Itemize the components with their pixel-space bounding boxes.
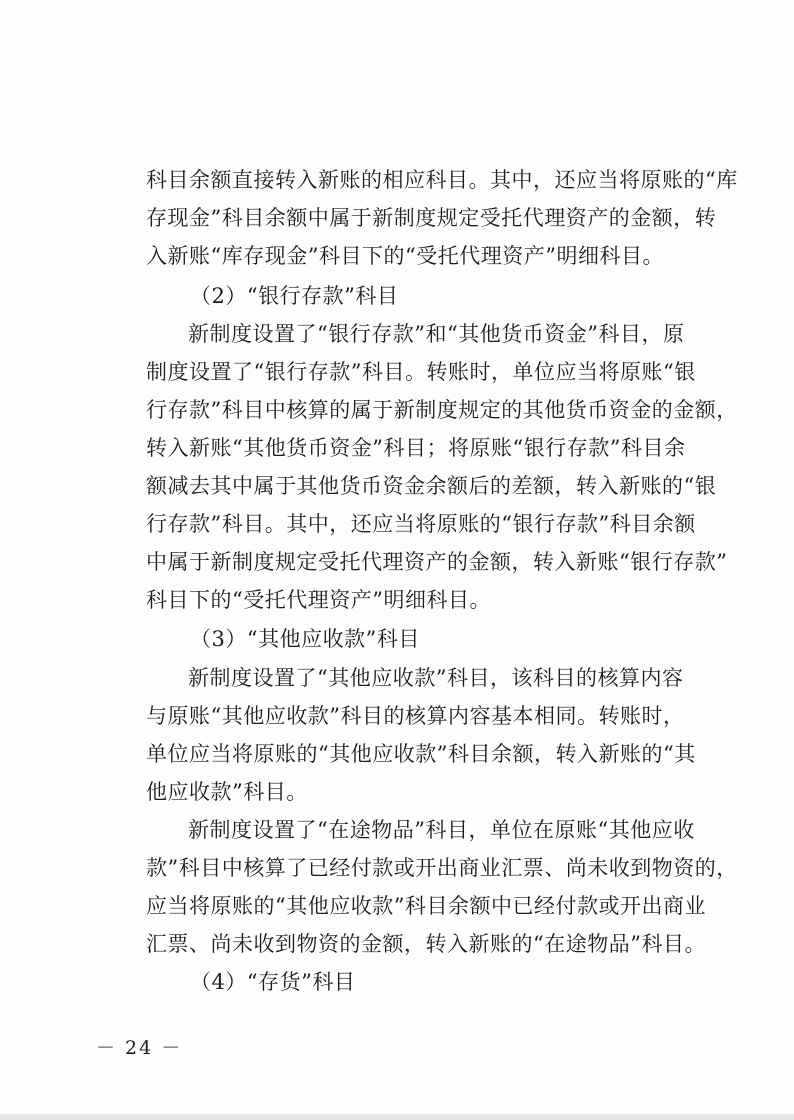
text-line: 款”科目中核算了已经付款或开出商业汇票、尚未收到物资的， [146,856,738,880]
text-line: 行存款”科目中核算的属于新制度规定的其他货币资金的金额， [146,398,738,422]
text-line: 新制度设置了“在途物品”科目，单位在原账“其他应收 [188,818,695,842]
text-line: 科目余额直接转入新账的相应科目。其中，还应当将原账的“库 [146,168,738,192]
text-line: 应当将原账的“其他应收款”科目余额中已经付款或开出商业 [146,894,706,918]
text-line: 单位应当将原账的“其他应收款”科目余额，转入新账的“其 [146,742,696,766]
section-heading: （3）“其他应收款”科目 [190,627,420,651]
section-heading: （4）“存货”科目 [190,970,356,994]
text-line: 与原账“其他应收款”科目的核算内容基本相同。转账时， [146,704,685,728]
text-line: 存现金”科目余额中属于新制度规定受托代理资产的金额，转 [146,206,717,230]
scan-edge [0,1114,794,1120]
text-line: 额减去其中属于其他货币资金余额后的差额，转入新账的“银 [146,474,717,498]
page-number: － 24 － [96,1037,183,1059]
text-line: 他应收款”科目。 [146,780,308,804]
text-line: 汇票、尚未收到物资的金额，转入新账的“在途物品”科目。 [146,932,706,956]
text-line: 制度设置了“银行存款”科目。转账时，单位应当将原账“银 [146,360,696,384]
text-line: 新制度设置了“其他应收款”科目，该科目的核算内容 [188,666,684,690]
text-line: 新制度设置了“银行存款”和“其他货币资金”科目，原 [188,322,685,346]
text-line: 转入新账“其他货币资金”科目；将原账“银行存款”科目余 [146,436,686,460]
text-line: 入新账“库存现金”科目下的“受托代理资产”明细科目。 [146,244,664,268]
text-line: 行存款”科目。其中，还应当将原账的“银行存款”科目余额 [146,512,696,536]
text-line: 科目下的“受托代理资产”明细科目。 [146,588,491,612]
section-heading: （2）“银行存款”科目 [190,284,399,308]
text-line: 中属于新制度规定受托代理资产的金额，转入新账“银行存款” [146,550,728,574]
